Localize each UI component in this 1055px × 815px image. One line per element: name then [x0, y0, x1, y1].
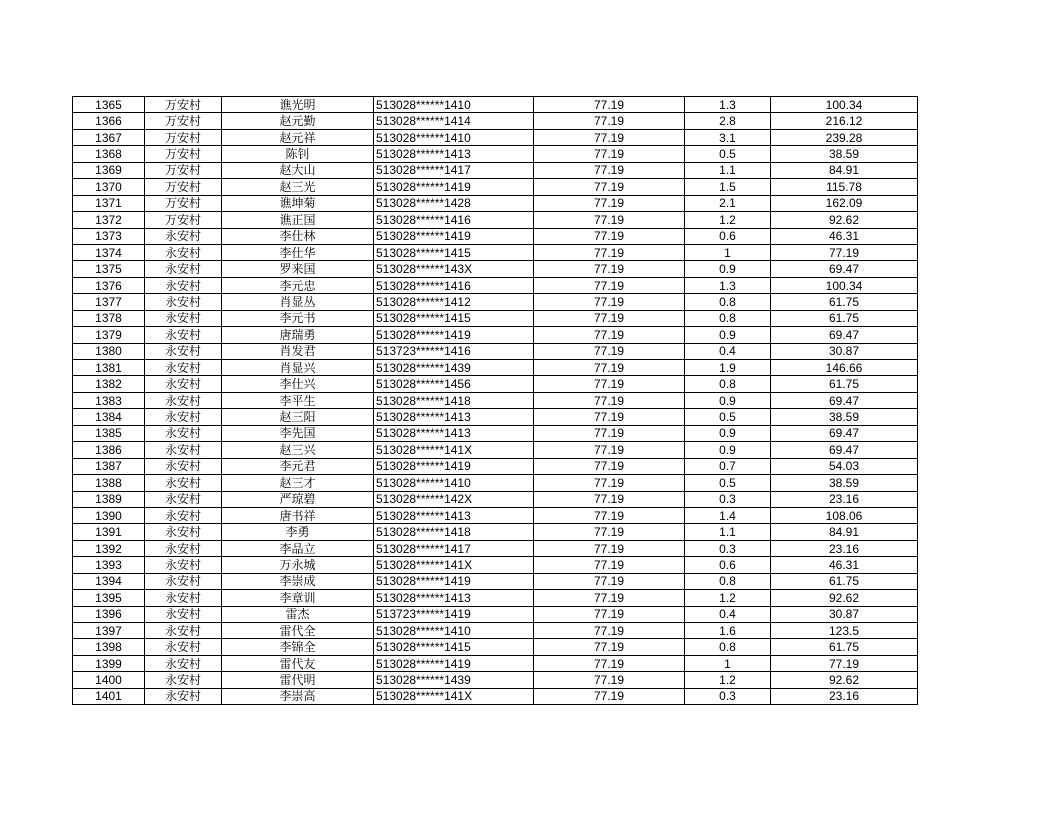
rate-cell: 77.19 [534, 623, 685, 639]
id-number-cell: 513028******1419 [374, 179, 534, 195]
row-number-cell: 1371 [73, 195, 145, 211]
id-number-cell: 513028******1417 [374, 162, 534, 178]
id-number-cell: 513028******1413 [374, 425, 534, 441]
name-cell: 雷杰 [222, 606, 374, 622]
id-number-cell: 513723******1419 [374, 606, 534, 622]
quantity-cell: 1.1 [685, 162, 771, 178]
id-number-cell: 513028******1419 [374, 573, 534, 589]
table-row [73, 507, 918, 523]
rate-cell: 77.19 [534, 179, 685, 195]
id-number-cell: 513028******1410 [374, 97, 534, 113]
amount-cell: 61.75 [771, 376, 918, 392]
amount-cell: 69.47 [771, 392, 918, 408]
amount-cell: 100.34 [771, 97, 918, 113]
village-cell: 永安村 [145, 524, 222, 540]
village-cell: 万安村 [145, 129, 222, 145]
id-number-cell: 513028******1419 [374, 228, 534, 244]
row-number-cell: 1401 [73, 688, 145, 704]
rate-cell: 77.19 [534, 507, 685, 523]
id-number-cell: 513028******1439 [374, 360, 534, 376]
id-number-cell: 513028******141X [374, 688, 534, 704]
rate-cell: 77.19 [534, 442, 685, 458]
table-row [73, 343, 918, 359]
id-number-cell: 513028******141X [374, 442, 534, 458]
amount-cell: 123.5 [771, 623, 918, 639]
id-number-cell: 513028******1413 [374, 507, 534, 523]
rate-cell: 77.19 [534, 343, 685, 359]
amount-cell: 46.31 [771, 557, 918, 573]
id-number-cell: 513028******142X [374, 491, 534, 507]
village-cell: 永安村 [145, 360, 222, 376]
table-row [73, 129, 918, 145]
rate-cell: 77.19 [534, 392, 685, 408]
quantity-cell: 0.3 [685, 540, 771, 556]
table-body [73, 97, 918, 705]
row-number-cell: 1372 [73, 212, 145, 228]
id-number-cell: 513028******1418 [374, 524, 534, 540]
name-cell: 李先国 [222, 425, 374, 441]
rate-cell: 77.19 [534, 425, 685, 441]
village-cell: 永安村 [145, 294, 222, 310]
id-number-cell: 513028******1415 [374, 244, 534, 260]
table-row [73, 327, 918, 343]
name-cell: 李品立 [222, 540, 374, 556]
name-cell: 万永城 [222, 557, 374, 573]
id-number-cell: 513723******1416 [374, 343, 534, 359]
quantity-cell: 0.4 [685, 606, 771, 622]
quantity-cell: 0.4 [685, 343, 771, 359]
amount-cell: 61.75 [771, 573, 918, 589]
amount-cell: 100.34 [771, 277, 918, 293]
row-number-cell: 1388 [73, 475, 145, 491]
village-cell: 万安村 [145, 162, 222, 178]
name-cell: 李章训 [222, 590, 374, 606]
amount-cell: 146.66 [771, 360, 918, 376]
village-cell: 永安村 [145, 327, 222, 343]
name-cell: 李仕华 [222, 244, 374, 260]
table-row [73, 146, 918, 162]
row-number-cell: 1379 [73, 327, 145, 343]
id-number-cell: 513028******1418 [374, 392, 534, 408]
table-row [73, 442, 918, 458]
village-cell: 永安村 [145, 491, 222, 507]
amount-cell: 38.59 [771, 409, 918, 425]
table-row [73, 212, 918, 228]
rate-cell: 77.19 [534, 261, 685, 277]
rate-cell: 77.19 [534, 606, 685, 622]
village-cell: 永安村 [145, 655, 222, 671]
rate-cell: 77.19 [534, 655, 685, 671]
quantity-cell: 2.8 [685, 113, 771, 129]
quantity-cell: 0.5 [685, 409, 771, 425]
id-number-cell: 513028******1415 [374, 639, 534, 655]
amount-cell: 61.75 [771, 294, 918, 310]
rate-cell: 77.19 [534, 162, 685, 178]
quantity-cell: 2.1 [685, 195, 771, 211]
id-number-cell: 513028******1410 [374, 129, 534, 145]
id-number-cell: 513028******1439 [374, 672, 534, 688]
name-cell: 唐书祥 [222, 507, 374, 523]
quantity-cell: 0.8 [685, 376, 771, 392]
village-cell: 永安村 [145, 392, 222, 408]
rate-cell: 77.19 [534, 113, 685, 129]
village-cell: 永安村 [145, 310, 222, 326]
table-row [73, 179, 918, 195]
village-cell: 永安村 [145, 540, 222, 556]
amount-cell: 46.31 [771, 228, 918, 244]
table-row [73, 294, 918, 310]
village-cell: 永安村 [145, 623, 222, 639]
rate-cell: 77.19 [534, 244, 685, 260]
name-cell: 雷代明 [222, 672, 374, 688]
table-row [73, 540, 918, 556]
quantity-cell: 0.9 [685, 392, 771, 408]
quantity-cell: 0.8 [685, 294, 771, 310]
name-cell: 谯坤菊 [222, 195, 374, 211]
row-number-cell: 1396 [73, 606, 145, 622]
amount-cell: 115.78 [771, 179, 918, 195]
rate-cell: 77.19 [534, 688, 685, 704]
quantity-cell: 0.5 [685, 146, 771, 162]
table-row [73, 228, 918, 244]
table-row [73, 392, 918, 408]
amount-cell: 69.47 [771, 425, 918, 441]
name-cell: 赵三才 [222, 475, 374, 491]
village-cell: 永安村 [145, 409, 222, 425]
rate-cell: 77.19 [534, 573, 685, 589]
row-number-cell: 1389 [73, 491, 145, 507]
quantity-cell: 1.4 [685, 507, 771, 523]
quantity-cell: 1.2 [685, 212, 771, 228]
rate-cell: 77.19 [534, 195, 685, 211]
row-number-cell: 1382 [73, 376, 145, 392]
amount-cell: 69.47 [771, 261, 918, 277]
amount-cell: 84.91 [771, 162, 918, 178]
table-row [73, 425, 918, 441]
id-number-cell: 513028******1410 [374, 623, 534, 639]
rate-cell: 77.19 [534, 228, 685, 244]
amount-cell: 61.75 [771, 310, 918, 326]
name-cell: 李崇成 [222, 573, 374, 589]
amount-cell: 92.62 [771, 590, 918, 606]
village-cell: 万安村 [145, 113, 222, 129]
rate-cell: 77.19 [534, 590, 685, 606]
row-number-cell: 1391 [73, 524, 145, 540]
village-cell: 万安村 [145, 212, 222, 228]
name-cell: 李平生 [222, 392, 374, 408]
quantity-cell: 0.6 [685, 557, 771, 573]
rate-cell: 77.19 [534, 458, 685, 474]
name-cell: 李锦全 [222, 639, 374, 655]
row-number-cell: 1377 [73, 294, 145, 310]
table-row [73, 590, 918, 606]
table-row [73, 409, 918, 425]
name-cell: 赵元勤 [222, 113, 374, 129]
rate-cell: 77.19 [534, 672, 685, 688]
amount-cell: 69.47 [771, 327, 918, 343]
name-cell: 李元书 [222, 310, 374, 326]
amount-cell: 30.87 [771, 606, 918, 622]
row-number-cell: 1383 [73, 392, 145, 408]
table-row [73, 310, 918, 326]
row-number-cell: 1400 [73, 672, 145, 688]
rate-cell: 77.19 [534, 409, 685, 425]
table-row [73, 688, 918, 704]
row-number-cell: 1378 [73, 310, 145, 326]
rate-cell: 77.19 [534, 294, 685, 310]
rate-cell: 77.19 [534, 360, 685, 376]
name-cell: 严琼碧 [222, 491, 374, 507]
quantity-cell: 0.3 [685, 688, 771, 704]
table-row [73, 524, 918, 540]
village-cell: 永安村 [145, 507, 222, 523]
table-row [73, 97, 918, 113]
id-number-cell: 513028******1413 [374, 146, 534, 162]
id-number-cell: 513028******1413 [374, 409, 534, 425]
name-cell: 赵大山 [222, 162, 374, 178]
row-number-cell: 1367 [73, 129, 145, 145]
row-number-cell: 1399 [73, 655, 145, 671]
name-cell: 李仕兴 [222, 376, 374, 392]
name-cell: 肖显丛 [222, 294, 374, 310]
village-cell: 永安村 [145, 261, 222, 277]
amount-cell: 92.62 [771, 212, 918, 228]
row-number-cell: 1374 [73, 244, 145, 260]
village-cell: 万安村 [145, 146, 222, 162]
amount-cell: 23.16 [771, 540, 918, 556]
table-row [73, 458, 918, 474]
village-cell: 永安村 [145, 343, 222, 359]
quantity-cell: 0.9 [685, 327, 771, 343]
quantity-cell: 0.7 [685, 458, 771, 474]
village-cell: 永安村 [145, 244, 222, 260]
name-cell: 赵三阳 [222, 409, 374, 425]
id-number-cell: 513028******141X [374, 557, 534, 573]
quantity-cell: 1 [685, 244, 771, 260]
id-number-cell: 513028******1415 [374, 310, 534, 326]
village-cell: 永安村 [145, 376, 222, 392]
id-number-cell: 513028******1419 [374, 327, 534, 343]
amount-cell: 61.75 [771, 639, 918, 655]
rate-cell: 77.19 [534, 491, 685, 507]
row-number-cell: 1394 [73, 573, 145, 589]
id-number-cell: 513028******1412 [374, 294, 534, 310]
name-cell: 肖显兴 [222, 360, 374, 376]
table-row [73, 195, 918, 211]
data-table [72, 96, 918, 705]
name-cell: 谯光明 [222, 97, 374, 113]
id-number-cell: 513028******143X [374, 261, 534, 277]
rate-cell: 77.19 [534, 277, 685, 293]
row-number-cell: 1398 [73, 639, 145, 655]
row-number-cell: 1380 [73, 343, 145, 359]
table-row [73, 277, 918, 293]
quantity-cell: 0.9 [685, 425, 771, 441]
name-cell: 赵三兴 [222, 442, 374, 458]
amount-cell: 38.59 [771, 146, 918, 162]
rate-cell: 77.19 [534, 310, 685, 326]
row-number-cell: 1365 [73, 97, 145, 113]
quantity-cell: 0.3 [685, 491, 771, 507]
id-number-cell: 513028******1428 [374, 195, 534, 211]
amount-cell: 92.62 [771, 672, 918, 688]
row-number-cell: 1392 [73, 540, 145, 556]
village-cell: 永安村 [145, 688, 222, 704]
rate-cell: 77.19 [534, 557, 685, 573]
amount-cell: 23.16 [771, 688, 918, 704]
quantity-cell: 1.3 [685, 277, 771, 293]
quantity-cell: 0.5 [685, 475, 771, 491]
rate-cell: 77.19 [534, 540, 685, 556]
amount-cell: 108.06 [771, 507, 918, 523]
row-number-cell: 1366 [73, 113, 145, 129]
village-cell: 永安村 [145, 425, 222, 441]
village-cell: 永安村 [145, 458, 222, 474]
table-row [73, 655, 918, 671]
row-number-cell: 1384 [73, 409, 145, 425]
rate-cell: 77.19 [534, 327, 685, 343]
village-cell: 万安村 [145, 179, 222, 195]
row-number-cell: 1370 [73, 179, 145, 195]
id-number-cell: 513028******1413 [374, 590, 534, 606]
table-row [73, 360, 918, 376]
table-row [73, 639, 918, 655]
name-cell: 肖发君 [222, 343, 374, 359]
row-number-cell: 1368 [73, 146, 145, 162]
quantity-cell: 1.2 [685, 590, 771, 606]
amount-cell: 77.19 [771, 655, 918, 671]
row-number-cell: 1386 [73, 442, 145, 458]
quantity-cell: 0.9 [685, 442, 771, 458]
id-number-cell: 513028******1410 [374, 475, 534, 491]
table-row [73, 475, 918, 491]
village-cell: 万安村 [145, 97, 222, 113]
name-cell: 罗来国 [222, 261, 374, 277]
quantity-cell: 0.8 [685, 310, 771, 326]
table-row [73, 491, 918, 507]
table-row [73, 376, 918, 392]
rate-cell: 77.19 [534, 146, 685, 162]
village-cell: 永安村 [145, 442, 222, 458]
table-row [73, 557, 918, 573]
id-number-cell: 513028******1419 [374, 655, 534, 671]
quantity-cell: 3.1 [685, 129, 771, 145]
rate-cell: 77.19 [534, 129, 685, 145]
name-cell: 唐瑞勇 [222, 327, 374, 343]
name-cell: 李仕林 [222, 228, 374, 244]
table-row [73, 113, 918, 129]
row-number-cell: 1375 [73, 261, 145, 277]
village-cell: 万安村 [145, 195, 222, 211]
amount-cell: 239.28 [771, 129, 918, 145]
village-cell: 永安村 [145, 573, 222, 589]
id-number-cell: 513028******1456 [374, 376, 534, 392]
amount-cell: 216.12 [771, 113, 918, 129]
id-number-cell: 513028******1414 [374, 113, 534, 129]
name-cell: 谯正国 [222, 212, 374, 228]
rate-cell: 77.19 [534, 475, 685, 491]
amount-cell: 69.47 [771, 442, 918, 458]
rate-cell: 77.19 [534, 639, 685, 655]
quantity-cell: 0.8 [685, 639, 771, 655]
row-number-cell: 1373 [73, 228, 145, 244]
rate-cell: 77.19 [534, 212, 685, 228]
table-row [73, 672, 918, 688]
amount-cell: 23.16 [771, 491, 918, 507]
quantity-cell: 0.9 [685, 261, 771, 277]
amount-cell: 77.19 [771, 244, 918, 260]
table-row [73, 606, 918, 622]
row-number-cell: 1385 [73, 425, 145, 441]
table-row [73, 573, 918, 589]
village-cell: 永安村 [145, 277, 222, 293]
name-cell: 赵三光 [222, 179, 374, 195]
quantity-cell: 0.8 [685, 573, 771, 589]
row-number-cell: 1397 [73, 623, 145, 639]
rate-cell: 77.19 [534, 376, 685, 392]
amount-cell: 54.03 [771, 458, 918, 474]
quantity-cell: 1.9 [685, 360, 771, 376]
amount-cell: 84.91 [771, 524, 918, 540]
quantity-cell: 1.3 [685, 97, 771, 113]
row-number-cell: 1390 [73, 507, 145, 523]
table-row [73, 244, 918, 260]
table-row [73, 261, 918, 277]
village-cell: 永安村 [145, 606, 222, 622]
village-cell: 永安村 [145, 475, 222, 491]
table-row [73, 623, 918, 639]
id-number-cell: 513028******1416 [374, 212, 534, 228]
name-cell: 雷代友 [222, 655, 374, 671]
quantity-cell: 1.6 [685, 623, 771, 639]
quantity-cell: 0.6 [685, 228, 771, 244]
name-cell: 李元忠 [222, 277, 374, 293]
name-cell: 李崇高 [222, 688, 374, 704]
quantity-cell: 1.1 [685, 524, 771, 540]
rate-cell: 77.19 [534, 97, 685, 113]
name-cell: 赵元祥 [222, 129, 374, 145]
table-row [73, 162, 918, 178]
name-cell: 雷代全 [222, 623, 374, 639]
quantity-cell: 1.5 [685, 179, 771, 195]
name-cell: 李勇 [222, 524, 374, 540]
village-cell: 永安村 [145, 672, 222, 688]
village-cell: 永安村 [145, 557, 222, 573]
quantity-cell: 1 [685, 655, 771, 671]
row-number-cell: 1369 [73, 162, 145, 178]
amount-cell: 38.59 [771, 475, 918, 491]
rate-cell: 77.19 [534, 524, 685, 540]
row-number-cell: 1395 [73, 590, 145, 606]
village-cell: 永安村 [145, 590, 222, 606]
name-cell: 李元君 [222, 458, 374, 474]
row-number-cell: 1387 [73, 458, 145, 474]
amount-cell: 162.09 [771, 195, 918, 211]
id-number-cell: 513028******1417 [374, 540, 534, 556]
id-number-cell: 513028******1416 [374, 277, 534, 293]
row-number-cell: 1376 [73, 277, 145, 293]
village-cell: 永安村 [145, 639, 222, 655]
row-number-cell: 1381 [73, 360, 145, 376]
quantity-cell: 1.2 [685, 672, 771, 688]
id-number-cell: 513028******1419 [374, 458, 534, 474]
village-cell: 永安村 [145, 228, 222, 244]
amount-cell: 30.87 [771, 343, 918, 359]
name-cell: 陈钊 [222, 146, 374, 162]
row-number-cell: 1393 [73, 557, 145, 573]
